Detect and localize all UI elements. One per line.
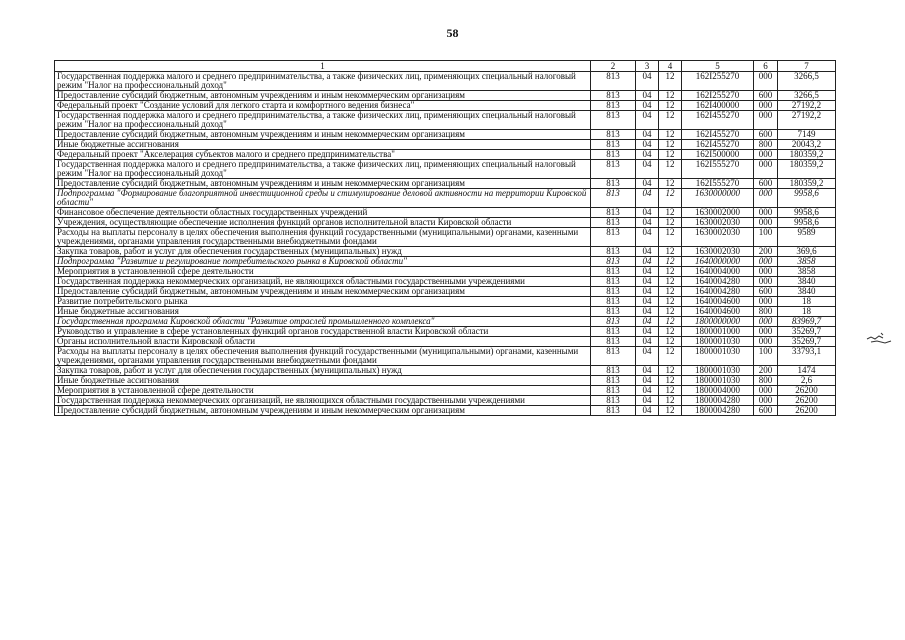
row-c2-cell: 813 — [591, 101, 636, 111]
row-c2-cell: 813 — [591, 297, 636, 307]
table-row — [55, 386, 836, 396]
row-c6-cell: 000 — [754, 150, 778, 160]
table-row — [55, 91, 836, 101]
row-c2-cell: 813 — [591, 327, 636, 337]
row-c5-cell: 1800001030 — [682, 376, 754, 386]
row-c3-cell: 04 — [636, 160, 659, 179]
row-name-cell: Органы исполнительной власти Кировской области — [55, 337, 591, 347]
row-name-cell: Федеральный проект "Акселерация субъектов малого и среднего предпринимательства" — [55, 150, 591, 160]
row-c3-cell: 04 — [636, 91, 659, 101]
row-c3-cell: 04 — [636, 257, 659, 267]
row-c2-cell: 813 — [591, 257, 636, 267]
row-name-cell: Предоставление субсидий бюджетным, автономным учреждениям и иным некоммерческим организациям — [55, 91, 591, 101]
row-c5-cell: 162I555270 — [682, 160, 754, 179]
row-c5-cell: 162I255270 — [682, 91, 754, 101]
row-c6-cell: 600 — [754, 91, 778, 101]
row-c6-cell: 000 — [754, 317, 778, 327]
row-c6-cell: 100 — [754, 347, 778, 366]
table-row — [55, 140, 836, 150]
row-c2-cell: 813 — [591, 140, 636, 150]
table-row — [55, 208, 836, 218]
row-c5-cell: 1630002030 — [682, 228, 754, 247]
row-c6-cell: 000 — [754, 396, 778, 406]
row-c4-cell: 12 — [659, 257, 682, 267]
row-c5-cell: 1640004280 — [682, 277, 754, 287]
row-c6-cell: 200 — [754, 247, 778, 257]
row-name-cell: Предоставление субсидий бюджетным, автономным учреждениям и иным некоммерческим организациям — [55, 287, 591, 297]
table-row — [55, 347, 836, 366]
row-name-cell: Подпрограмма "Формирование благоприятной инвестиционной среды и стимулирование деловой активности на территории Кировской области" — [55, 189, 591, 208]
row-c2-cell: 813 — [591, 347, 636, 366]
row-c4-cell: 12 — [659, 317, 682, 327]
row-c4-cell: 12 — [659, 150, 682, 160]
table-row — [55, 111, 836, 130]
row-c4-cell: 12 — [659, 179, 682, 189]
row-name-cell: Государственная программа Кировской области "Развитие отраслей промышленного комплекса" — [55, 317, 591, 327]
row-name-cell: Мероприятия в установленной сфере деятельности — [55, 386, 591, 396]
row-c4-cell: 12 — [659, 337, 682, 347]
row-c5-cell: 162I455270 — [682, 140, 754, 150]
table-row — [55, 72, 836, 91]
column-header: 4 — [659, 61, 682, 72]
row-c5-cell: 1640004600 — [682, 307, 754, 317]
row-c2-cell: 813 — [591, 130, 636, 140]
row-c3-cell: 04 — [636, 347, 659, 366]
row-c3-cell: 04 — [636, 179, 659, 189]
row-c6-cell: 600 — [754, 406, 778, 416]
table-row — [55, 376, 836, 386]
row-c5-cell: 1640004600 — [682, 297, 754, 307]
table-row — [55, 130, 836, 140]
row-c3-cell: 04 — [636, 307, 659, 317]
row-c2-cell: 813 — [591, 317, 636, 327]
column-header: 6 — [754, 61, 778, 72]
row-c6-cell: 800 — [754, 307, 778, 317]
row-name-cell: Иные бюджетные ассигнования — [55, 140, 591, 150]
row-c3-cell: 04 — [636, 337, 659, 347]
row-name-cell: Руководство и управление в сфере установленных функций органов государственной власти Кировской области — [55, 327, 591, 337]
table-row — [55, 287, 836, 297]
row-c3-cell: 04 — [636, 406, 659, 416]
table-row — [55, 366, 836, 376]
table-row — [55, 160, 836, 179]
row-name-cell: Учреждения, осуществляющие обеспечение исполнения функций органов исполнительной власти Кировской области — [55, 218, 591, 228]
row-c3-cell: 04 — [636, 277, 659, 287]
row-c2-cell: 813 — [591, 376, 636, 386]
row-name-cell: Предоставление субсидий бюджетным, автономным учреждениям и иным некоммерческим организациям — [55, 406, 591, 416]
row-c7-cell: 9958,6 — [778, 208, 836, 218]
row-c4-cell: 12 — [659, 376, 682, 386]
row-c7-cell: 180359,2 — [778, 160, 836, 179]
row-c4-cell: 12 — [659, 297, 682, 307]
row-c7-cell: 26200 — [778, 396, 836, 406]
row-c2-cell: 813 — [591, 150, 636, 160]
row-c4-cell: 12 — [659, 287, 682, 297]
row-c7-cell: 3858 — [778, 257, 836, 267]
row-c2-cell: 813 — [591, 267, 636, 277]
row-c6-cell: 800 — [754, 140, 778, 150]
table-row — [55, 267, 836, 277]
row-c5-cell: 1800001030 — [682, 347, 754, 366]
row-c5-cell: 1800001000 — [682, 327, 754, 337]
row-c3-cell: 04 — [636, 317, 659, 327]
row-c4-cell: 12 — [659, 247, 682, 257]
row-c7-cell: 3840 — [778, 287, 836, 297]
row-c4-cell: 12 — [659, 130, 682, 140]
row-c7-cell: 83969,7 — [778, 317, 836, 327]
table-row — [55, 297, 836, 307]
row-c6-cell: 000 — [754, 337, 778, 347]
row-c4-cell: 12 — [659, 101, 682, 111]
row-c5-cell: 162I555270 — [682, 179, 754, 189]
row-c5-cell: 1640004000 — [682, 267, 754, 277]
row-c5-cell: 162I255270 — [682, 72, 754, 91]
row-c5-cell: 1800004280 — [682, 406, 754, 416]
row-c3-cell: 04 — [636, 247, 659, 257]
budget-table — [54, 60, 836, 416]
row-c2-cell: 813 — [591, 366, 636, 376]
row-c3-cell: 04 — [636, 72, 659, 91]
row-c4-cell: 12 — [659, 347, 682, 366]
row-c3-cell: 04 — [636, 208, 659, 218]
row-name-cell: Федеральный проект "Создание условий для легкого старта и комфортного ведения бизнеса" — [55, 101, 591, 111]
row-name-cell: Государственная поддержка малого и среднего предпринимательства, а также физических лиц, применяющих специальный налоговый режим "Налог на профессиональный доход" — [55, 160, 591, 179]
row-c6-cell: 000 — [754, 218, 778, 228]
row-c5-cell: 1630000000 — [682, 189, 754, 208]
table-row — [55, 317, 836, 327]
row-c3-cell: 04 — [636, 140, 659, 150]
row-name-cell: Подпрограмма "Развитие и регулирование потребительского рынка в Кировской области" — [55, 257, 591, 267]
row-name-cell: Закупка товаров, работ и услуг для обеспечения государственных (муниципальных) нужд — [55, 247, 591, 257]
row-c6-cell: 600 — [754, 287, 778, 297]
row-c5-cell: 1800001030 — [682, 337, 754, 347]
row-c4-cell: 12 — [659, 386, 682, 396]
row-c2-cell: 813 — [591, 72, 636, 91]
row-c2-cell: 813 — [591, 111, 636, 130]
row-c7-cell: 35269,7 — [778, 337, 836, 347]
row-c5-cell: 162I455270 — [682, 130, 754, 140]
row-c3-cell: 04 — [636, 366, 659, 376]
row-c7-cell: 18 — [778, 297, 836, 307]
row-c6-cell: 600 — [754, 130, 778, 140]
row-c4-cell: 12 — [659, 396, 682, 406]
row-c3-cell: 04 — [636, 101, 659, 111]
row-c4-cell: 12 — [659, 218, 682, 228]
row-c6-cell: 000 — [754, 327, 778, 337]
row-c2-cell: 813 — [591, 247, 636, 257]
row-c7-cell: 1474 — [778, 366, 836, 376]
row-c3-cell: 04 — [636, 327, 659, 337]
page-number: 58 — [446, 26, 459, 40]
row-c6-cell: 100 — [754, 228, 778, 247]
row-c4-cell: 12 — [659, 140, 682, 150]
table-row — [55, 396, 836, 406]
row-c7-cell: 18 — [778, 307, 836, 317]
row-c5-cell: 1640000000 — [682, 257, 754, 267]
row-name-cell: Расходы на выплаты персоналу в целях обеспечения выполнения функций государственными (муниципальными) органами, казенными учреждениями, органами управления государственными внебюджетными фондами — [55, 347, 591, 366]
row-c6-cell: 800 — [754, 376, 778, 386]
table-row — [55, 327, 836, 337]
row-c5-cell: 1630002030 — [682, 247, 754, 257]
row-c6-cell: 000 — [754, 386, 778, 396]
row-c3-cell: 04 — [636, 189, 659, 208]
row-c7-cell: 180359,2 — [778, 179, 836, 189]
row-c5-cell: 1800001030 — [682, 366, 754, 376]
row-c2-cell: 813 — [591, 160, 636, 179]
row-c6-cell: 000 — [754, 267, 778, 277]
row-c5-cell: 1640004280 — [682, 287, 754, 297]
row-c7-cell: 35269,7 — [778, 327, 836, 337]
row-c3-cell: 04 — [636, 267, 659, 277]
table-row — [55, 406, 836, 416]
row-c2-cell: 813 — [591, 208, 636, 218]
row-c3-cell: 04 — [636, 297, 659, 307]
table-row — [55, 228, 836, 247]
row-c7-cell: 3266,5 — [778, 72, 836, 91]
row-name-cell: Государственная поддержка некоммерческих организаций, не являющихся областными государственными учреждениями — [55, 396, 591, 406]
row-c3-cell: 04 — [636, 111, 659, 130]
table-row — [55, 189, 836, 208]
row-c7-cell: 20043,2 — [778, 140, 836, 150]
row-c4-cell: 12 — [659, 327, 682, 337]
column-header: 3 — [636, 61, 659, 72]
row-name-cell: Иные бюджетные ассигнования — [55, 307, 591, 317]
column-header: 5 — [682, 61, 754, 72]
table-row — [55, 101, 836, 111]
row-c4-cell: 12 — [659, 366, 682, 376]
row-c6-cell: 200 — [754, 366, 778, 376]
table-row — [55, 218, 836, 228]
row-c3-cell: 04 — [636, 228, 659, 247]
row-name-cell: Расходы на выплаты персоналу в целях обеспечения выполнения функций государственными (муниципальными) органами, казенными учреждениями, органами управления государственными внебюджетными фондами — [55, 228, 591, 247]
row-c2-cell: 813 — [591, 287, 636, 297]
row-c4-cell: 12 — [659, 277, 682, 287]
handwritten-mark — [865, 330, 893, 346]
row-c3-cell: 04 — [636, 150, 659, 160]
row-c5-cell: 1630002030 — [682, 218, 754, 228]
row-name-cell: Развитие потребительского рынка — [55, 297, 591, 307]
row-c2-cell: 813 — [591, 228, 636, 247]
row-c5-cell: 1630002000 — [682, 208, 754, 218]
row-c3-cell: 04 — [636, 218, 659, 228]
row-c4-cell: 12 — [659, 189, 682, 208]
row-c7-cell: 33793,1 — [778, 347, 836, 366]
row-c6-cell: 000 — [754, 277, 778, 287]
column-header: 7 — [778, 61, 836, 72]
table-row — [55, 150, 836, 160]
row-c4-cell: 12 — [659, 91, 682, 101]
row-c6-cell: 000 — [754, 189, 778, 208]
row-c6-cell: 600 — [754, 179, 778, 189]
row-c5-cell: 1800004000 — [682, 386, 754, 396]
row-c7-cell: 3858 — [778, 267, 836, 277]
row-c4-cell: 12 — [659, 111, 682, 130]
row-c7-cell: 369,6 — [778, 247, 836, 257]
row-c2-cell: 813 — [591, 277, 636, 287]
row-c6-cell: 000 — [754, 208, 778, 218]
table-header-row — [55, 61, 836, 72]
row-c4-cell: 12 — [659, 307, 682, 317]
row-c4-cell: 12 — [659, 228, 682, 247]
row-c6-cell: 000 — [754, 160, 778, 179]
row-c2-cell: 813 — [591, 406, 636, 416]
row-c2-cell: 813 — [591, 307, 636, 317]
row-name-cell: Государственная поддержка некоммерческих организаций, не являющихся областными государственными учреждениями — [55, 277, 591, 287]
row-c7-cell: 2,6 — [778, 376, 836, 386]
row-c5-cell: 1800000000 — [682, 317, 754, 327]
row-c2-cell: 813 — [591, 337, 636, 347]
row-c2-cell: 813 — [591, 218, 636, 228]
row-c7-cell: 7149 — [778, 130, 836, 140]
table-row — [55, 257, 836, 267]
table-row — [55, 247, 836, 257]
row-c4-cell: 12 — [659, 267, 682, 277]
row-c7-cell: 27192,2 — [778, 101, 836, 111]
row-name-cell: Иные бюджетные ассигнования — [55, 376, 591, 386]
row-c5-cell: 162I455270 — [682, 111, 754, 130]
row-c5-cell: 162I400000 — [682, 101, 754, 111]
row-name-cell: Государственная поддержка малого и среднего предпринимательства, а также физических лиц, применяющих специальный налоговый режим "Налог на профессиональный доход" — [55, 72, 591, 91]
row-c2-cell: 813 — [591, 189, 636, 208]
row-c7-cell: 9589 — [778, 228, 836, 247]
row-c4-cell: 12 — [659, 160, 682, 179]
row-c4-cell: 12 — [659, 208, 682, 218]
row-c6-cell: 000 — [754, 72, 778, 91]
row-c4-cell: 12 — [659, 72, 682, 91]
row-name-cell: Государственная поддержка малого и среднего предпринимательства, а также физических лиц, применяющих специальный налоговый режим "Налог на профессиональный доход" — [55, 111, 591, 130]
row-name-cell: Финансовое обеспечение деятельности областных государственных учреждений — [55, 208, 591, 218]
row-c7-cell: 9958,6 — [778, 189, 836, 208]
row-name-cell: Предоставление субсидий бюджетным, автономным учреждениям и иным некоммерческим организациям — [55, 179, 591, 189]
row-name-cell: Предоставление субсидий бюджетным, автономным учреждениям и иным некоммерческим организациям — [55, 130, 591, 140]
row-c6-cell: 000 — [754, 101, 778, 111]
row-c3-cell: 04 — [636, 386, 659, 396]
row-c3-cell: 04 — [636, 130, 659, 140]
row-c5-cell: 1800004280 — [682, 396, 754, 406]
row-c3-cell: 04 — [636, 396, 659, 406]
row-c2-cell: 813 — [591, 396, 636, 406]
table-body — [55, 72, 836, 416]
row-c7-cell: 9958,6 — [778, 218, 836, 228]
row-name-cell: Закупка товаров, работ и услуг для обеспечения государственных (муниципальных) нужд — [55, 366, 591, 376]
row-c2-cell: 813 — [591, 386, 636, 396]
table-row — [55, 307, 836, 317]
row-c6-cell: 000 — [754, 257, 778, 267]
row-c7-cell: 27192,2 — [778, 111, 836, 130]
row-c7-cell: 26200 — [778, 386, 836, 396]
row-c4-cell: 12 — [659, 406, 682, 416]
row-c6-cell: 000 — [754, 111, 778, 130]
table-row — [55, 277, 836, 287]
column-header: 1 — [55, 61, 591, 72]
row-c5-cell: 162I500000 — [682, 150, 754, 160]
row-c2-cell: 813 — [591, 179, 636, 189]
row-c6-cell: 000 — [754, 297, 778, 307]
row-c3-cell: 04 — [636, 287, 659, 297]
row-name-cell: Мероприятия в установленной сфере деятельности — [55, 267, 591, 277]
column-header: 2 — [591, 61, 636, 72]
row-c7-cell: 180359,2 — [778, 150, 836, 160]
row-c2-cell: 813 — [591, 91, 636, 101]
row-c7-cell: 3266,5 — [778, 91, 836, 101]
table-row — [55, 179, 836, 189]
row-c7-cell: 26200 — [778, 406, 836, 416]
table-row — [55, 337, 836, 347]
row-c7-cell: 3840 — [778, 277, 836, 287]
row-c3-cell: 04 — [636, 376, 659, 386]
